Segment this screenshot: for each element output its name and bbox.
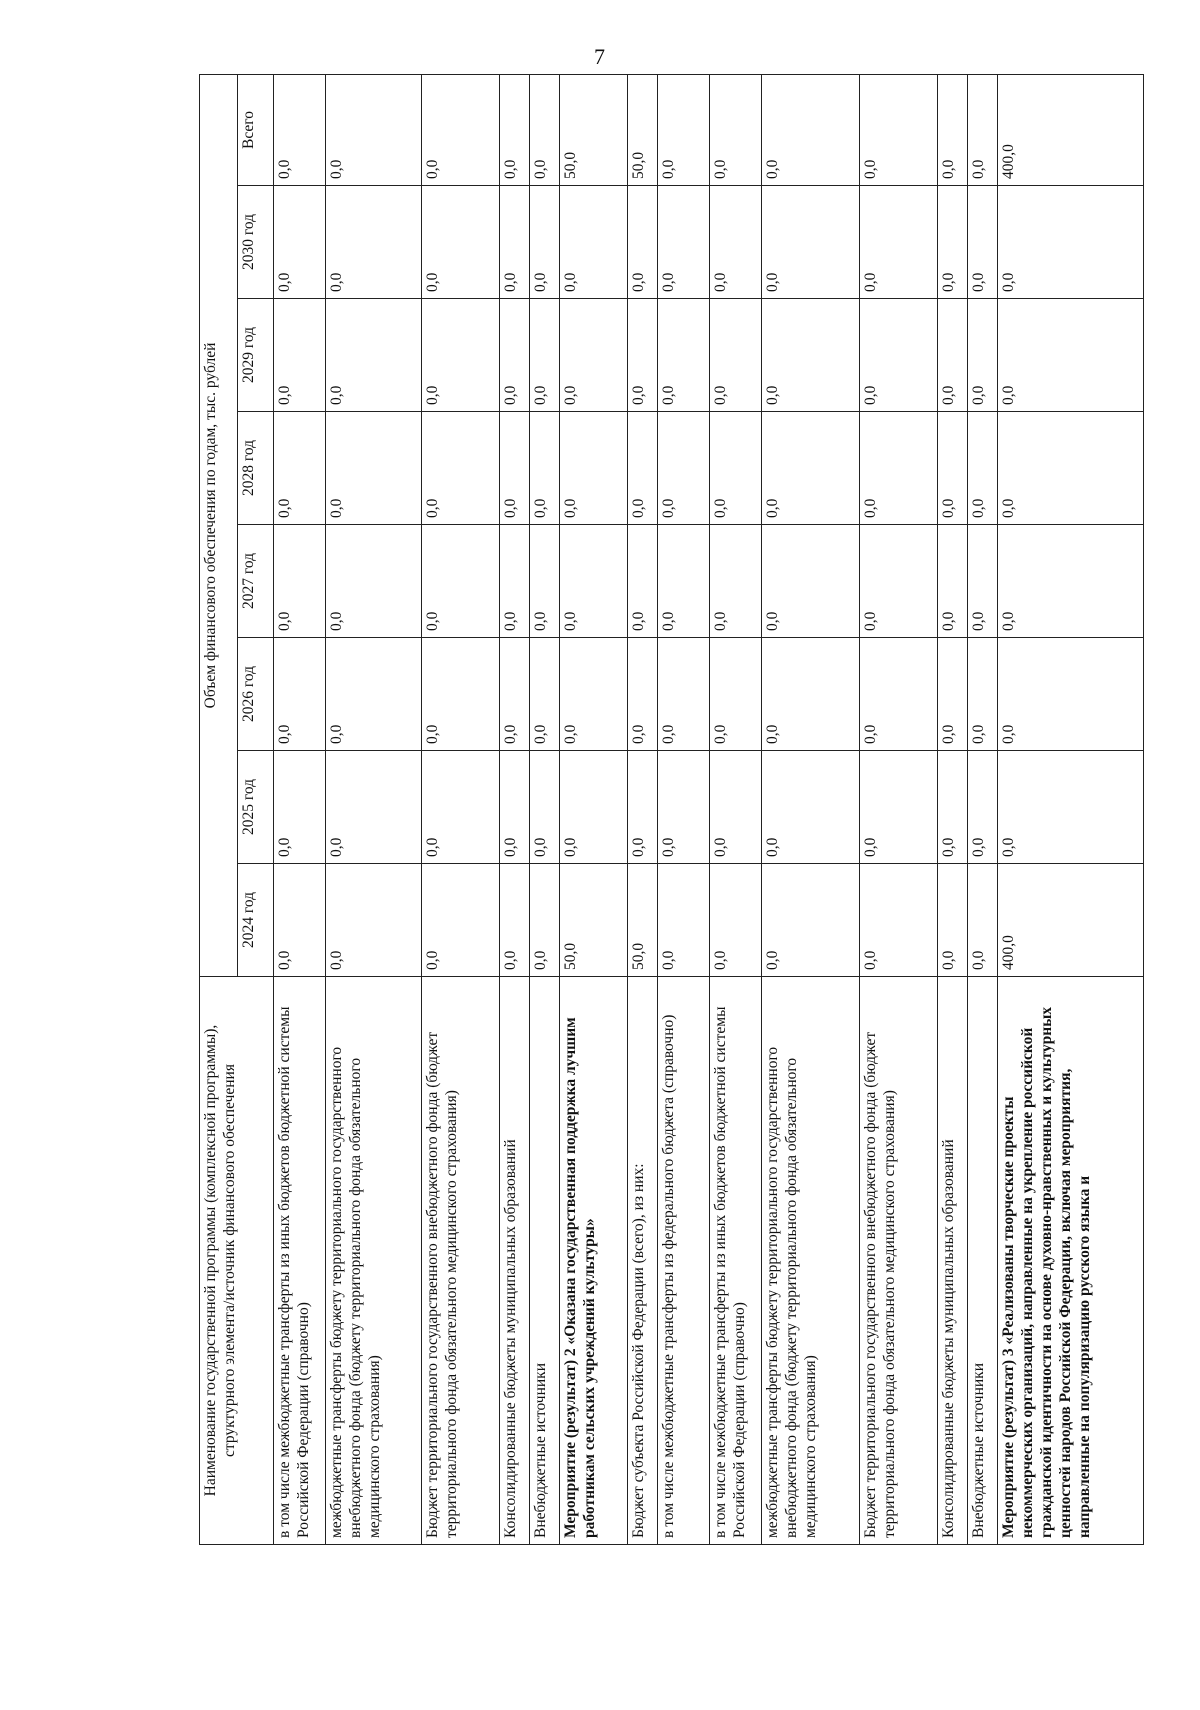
row-year-value: 50,0 (628, 864, 658, 977)
row-label: Мероприятие (результат) 2 «Оказана государственная поддержка лучшим работникам сельских учреждений культуры» (560, 977, 628, 1545)
table-row (422, 75, 500, 1545)
table-row (628, 75, 658, 1545)
row-year-value: 0,0 (326, 412, 422, 525)
header-year: 2029 год (238, 299, 274, 412)
row-year-value: 0,0 (628, 299, 658, 412)
row-year-value: 0,0 (710, 638, 762, 751)
row-label: Мероприятие (результат) 3 «Реализованы творческие проекты некоммерческих организаций, направленные на укрепление российской гражданской идентичности на основе духовно-нравственных и культурных ценностей народов Российской Федерации, включая мероприятия, направленные на популяризацию русского языка и (998, 977, 1144, 1545)
row-year-value: 0,0 (658, 525, 710, 638)
row-year-value: 0,0 (968, 751, 998, 864)
row-year-value: 0,0 (274, 638, 326, 751)
header-year: 2027 год (238, 525, 274, 638)
row-year-value: 0,0 (422, 751, 500, 864)
row-year-value: 0,0 (560, 299, 628, 412)
row-year-value: 0,0 (274, 751, 326, 864)
row-year-value: 0,0 (560, 186, 628, 299)
row-year-value: 0,0 (938, 864, 968, 977)
row-year-value: 0,0 (326, 751, 422, 864)
row-total-value: 0,0 (422, 75, 500, 186)
row-year-value: 0,0 (326, 299, 422, 412)
row-year-value: 0,0 (968, 864, 998, 977)
row-year-value: 0,0 (762, 638, 860, 751)
table-row (938, 75, 968, 1545)
row-year-value: 0,0 (968, 638, 998, 751)
row-year-value: 0,0 (860, 751, 938, 864)
table-row (860, 75, 938, 1545)
row-year-value: 0,0 (422, 299, 500, 412)
row-year-value: 0,0 (530, 525, 560, 638)
row-label: в том числе межбюджетные трансферты из иных бюджетов бюджетной системы Российской Федерации (справочно) (274, 977, 326, 1545)
row-year-value: 50,0 (560, 864, 628, 977)
table-body (274, 75, 1144, 1545)
row-year-value: 0,0 (860, 864, 938, 977)
row-label: межбюджетные трансферты бюджету территориального государственного внебюджетного фонда (бюджету территориального фонда обязательного медицинского страхования) (762, 977, 860, 1545)
row-year-value: 0,0 (274, 525, 326, 638)
table-row (710, 75, 762, 1545)
row-year-value: 0,0 (762, 864, 860, 977)
row-total-value: 0,0 (860, 75, 938, 186)
row-year-value: 0,0 (628, 525, 658, 638)
row-label: в том числе межбюджетные трансферты из федерального бюджета (справочно) (658, 977, 710, 1545)
header-year: 2030 год (238, 186, 274, 299)
row-label: Бюджет субъекта Российской Федерации (всего), из них: (628, 977, 658, 1545)
row-year-value: 0,0 (422, 525, 500, 638)
row-year-value: 0,0 (998, 638, 1144, 751)
row-total-value: 0,0 (530, 75, 560, 186)
row-year-value: 0,0 (658, 412, 710, 525)
header-total: Всего (238, 75, 274, 186)
row-label: в том числе межбюджетные трансферты из иных бюджетов бюджетной системы Российской Федерации (справочно) (710, 977, 762, 1545)
row-year-value: 0,0 (998, 412, 1144, 525)
row-year-value: 0,0 (658, 638, 710, 751)
row-year-value: 0,0 (422, 412, 500, 525)
row-year-value: 0,0 (628, 638, 658, 751)
row-year-value: 0,0 (710, 412, 762, 525)
row-year-value: 0,0 (422, 638, 500, 751)
row-year-value: 0,0 (530, 299, 560, 412)
row-total-value: 0,0 (500, 75, 530, 186)
row-year-value: 0,0 (658, 299, 710, 412)
header-name-column: Наименование государственной программы (комплексной программы), структурного элемента/источник финансового обеспечения (200, 977, 274, 1545)
table-row (530, 75, 560, 1545)
row-year-value: 0,0 (500, 525, 530, 638)
header-year: 2026 год (238, 638, 274, 751)
row-year-value: 0,0 (274, 186, 326, 299)
row-year-value: 0,0 (710, 186, 762, 299)
row-year-value: 0,0 (658, 864, 710, 977)
row-year-value: 0,0 (274, 412, 326, 525)
row-year-value: 0,0 (710, 864, 762, 977)
row-year-value: 0,0 (938, 299, 968, 412)
page-number: 7 (594, 44, 605, 69)
table-row (658, 75, 710, 1545)
row-label: Внебюджетные источники (530, 977, 560, 1545)
row-label: Консолидированные бюджеты муниципальных образований (938, 977, 968, 1545)
row-year-value: 0,0 (326, 638, 422, 751)
row-year-value: 0,0 (530, 751, 560, 864)
row-year-value: 0,0 (500, 638, 530, 751)
row-year-value: 0,0 (500, 412, 530, 525)
row-year-value: 0,0 (860, 525, 938, 638)
row-year-value: 0,0 (530, 638, 560, 751)
row-label: Бюджет территориального государственного внебюджетного фонда (бюджет территориального фонда обязательного медицинского страхования) (860, 977, 938, 1545)
row-year-value: 0,0 (500, 299, 530, 412)
row-year-value: 0,0 (938, 638, 968, 751)
row-year-value: 0,0 (274, 299, 326, 412)
row-label: межбюджетные трансферты бюджету территориального государственного внебюджетного фонда (бюджету территориального фонда обязательного медицинского страхования) (326, 977, 422, 1545)
row-total-value: 50,0 (560, 75, 628, 186)
row-year-value: 0,0 (500, 864, 530, 977)
row-year-value: 0,0 (500, 751, 530, 864)
row-year-value: 0,0 (710, 299, 762, 412)
row-year-value: 0,0 (998, 299, 1144, 412)
row-year-value: 0,0 (560, 638, 628, 751)
row-year-value: 0,0 (530, 864, 560, 977)
row-year-value: 0,0 (762, 299, 860, 412)
row-year-value: 0,0 (938, 525, 968, 638)
row-year-value: 0,0 (938, 186, 968, 299)
row-year-value: 0,0 (530, 186, 560, 299)
row-year-value: 0,0 (422, 864, 500, 977)
table-row (274, 75, 326, 1545)
row-year-value: 0,0 (968, 299, 998, 412)
row-year-value: 0,0 (530, 412, 560, 525)
row-year-value: 0,0 (860, 299, 938, 412)
row-year-value: 0,0 (860, 412, 938, 525)
row-label: Консолидированные бюджеты муниципальных образований (500, 977, 530, 1545)
header-year: 2025 год (238, 751, 274, 864)
row-year-value: 0,0 (968, 412, 998, 525)
table-row (560, 75, 628, 1545)
header-year: 2028 год (238, 412, 274, 525)
row-year-value: 0,0 (762, 412, 860, 525)
row-year-value: 0,0 (762, 525, 860, 638)
row-total-value: 400,0 (998, 75, 1144, 186)
row-total-value: 0,0 (326, 75, 422, 186)
row-label: Бюджет территориального государственного внебюджетного фонда (бюджет территориального фонда обязательного медицинского страхования) (422, 977, 500, 1545)
row-year-value: 0,0 (998, 186, 1144, 299)
rotated-table-wrapper (199, 75, 1109, 1545)
row-year-value: 0,0 (422, 186, 500, 299)
row-year-value: 0,0 (998, 751, 1144, 864)
row-year-value: 0,0 (710, 525, 762, 638)
row-total-value: 50,0 (628, 75, 658, 186)
row-year-value: 0,0 (998, 525, 1144, 638)
row-year-value: 0,0 (860, 638, 938, 751)
financing-table (199, 74, 1144, 1545)
row-total-value: 0,0 (762, 75, 860, 186)
row-year-value: 0,0 (762, 186, 860, 299)
row-year-value: 0,0 (968, 186, 998, 299)
row-year-value: 0,0 (658, 751, 710, 864)
row-year-value: 0,0 (560, 525, 628, 638)
row-year-value: 0,0 (968, 525, 998, 638)
row-year-value: 0,0 (938, 412, 968, 525)
row-year-value: 0,0 (500, 186, 530, 299)
row-total-value: 0,0 (938, 75, 968, 186)
row-year-value: 0,0 (762, 751, 860, 864)
row-year-value: 400,0 (998, 864, 1144, 977)
row-label: Внебюджетные источники (968, 977, 998, 1545)
table-row (326, 75, 422, 1545)
row-year-value: 0,0 (628, 751, 658, 864)
row-total-value: 0,0 (658, 75, 710, 186)
row-year-value: 0,0 (938, 751, 968, 864)
row-year-value: 0,0 (658, 186, 710, 299)
header-year: 2024 год (238, 864, 274, 977)
row-year-value: 0,0 (326, 186, 422, 299)
row-year-value: 0,0 (326, 525, 422, 638)
row-year-value: 0,0 (860, 186, 938, 299)
table-row (968, 75, 998, 1545)
table-row (998, 75, 1144, 1545)
row-year-value: 0,0 (710, 751, 762, 864)
row-total-value: 0,0 (710, 75, 762, 186)
header-volume-group: Объем финансового обеспечения по годам, тыс. рублей (200, 75, 238, 977)
row-year-value: 0,0 (628, 186, 658, 299)
row-year-value: 0,0 (560, 751, 628, 864)
table-row (500, 75, 530, 1545)
row-year-value: 0,0 (628, 412, 658, 525)
table-row (762, 75, 860, 1545)
row-year-value: 0,0 (274, 864, 326, 977)
row-year-value: 0,0 (560, 412, 628, 525)
row-year-value: 0,0 (326, 864, 422, 977)
row-total-value: 0,0 (968, 75, 998, 186)
row-total-value: 0,0 (274, 75, 326, 186)
